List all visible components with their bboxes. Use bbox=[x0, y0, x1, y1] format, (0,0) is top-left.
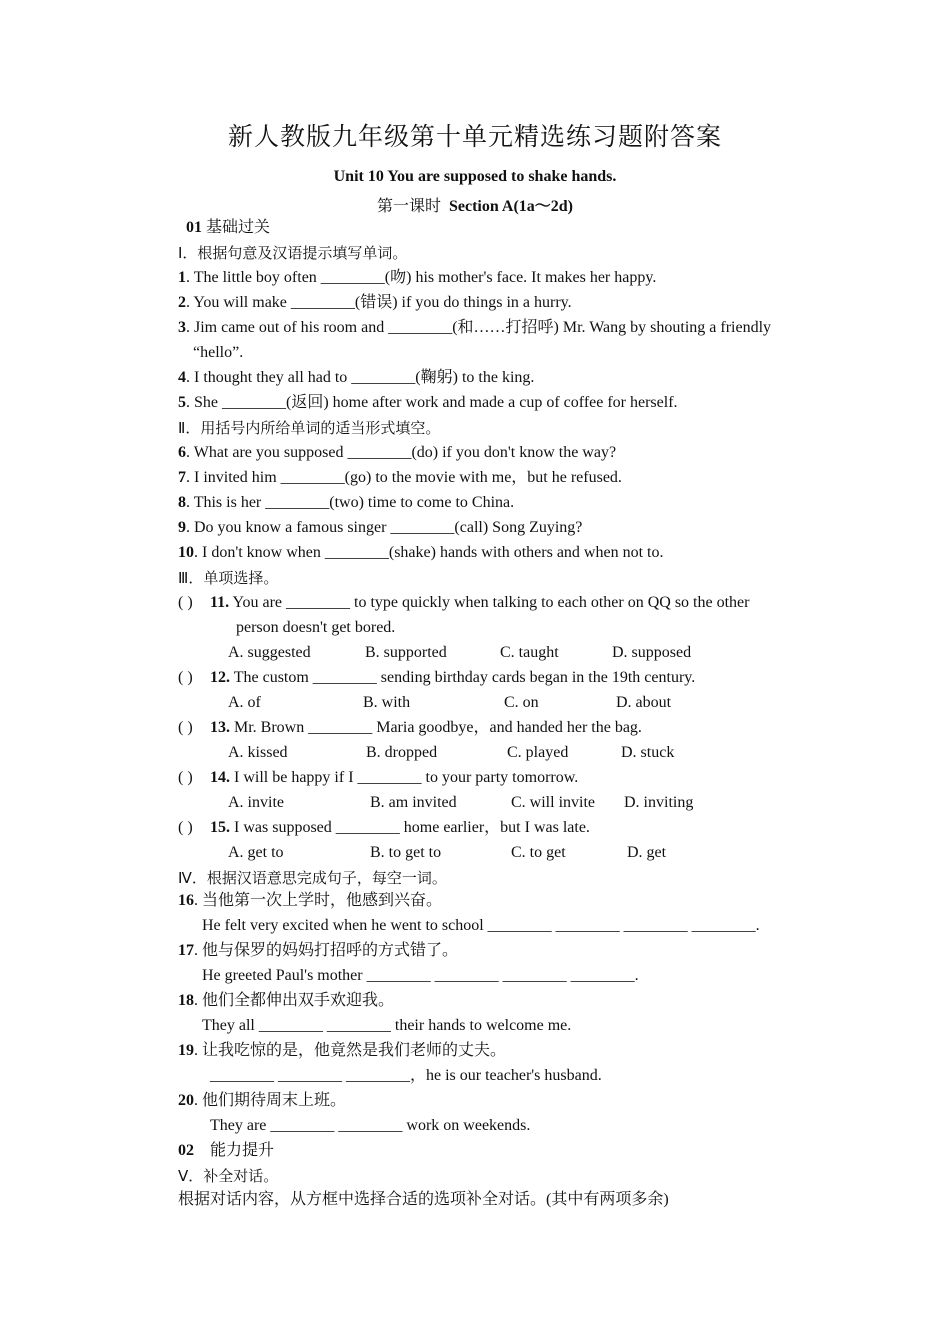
question-number: 13. bbox=[210, 719, 230, 736]
question-number: 16 bbox=[178, 892, 194, 909]
question-number: 5 bbox=[178, 394, 186, 411]
question-9 bbox=[178, 518, 582, 538]
option-b: B. am invited bbox=[370, 794, 457, 811]
option-c: C. will invite bbox=[511, 794, 595, 811]
option-d: D. about bbox=[616, 694, 672, 711]
answer-bracket: ( ) bbox=[178, 819, 193, 836]
part2-num: 02 bbox=[178, 1142, 194, 1159]
option-c: C. played bbox=[507, 744, 569, 761]
question-2 bbox=[178, 293, 572, 313]
option-a: A. suggested bbox=[228, 644, 311, 661]
part1-num: 01 bbox=[186, 219, 202, 236]
option-d: D. stuck bbox=[621, 744, 675, 761]
question-text: . 他与保罗的妈妈打招呼的方式错了。 bbox=[194, 942, 459, 959]
section-1-heading: Ⅰ．根据句意及汉语提示填写单词。 bbox=[178, 244, 408, 262]
question-number: 18 bbox=[178, 992, 194, 1009]
question-15 bbox=[178, 818, 590, 838]
question-number: 12. bbox=[210, 669, 230, 686]
question-number: 3 bbox=[178, 319, 186, 336]
page-title: 新人教版九年级第十单元精选练习题附答案 bbox=[227, 124, 722, 151]
question-text: . What are you supposed ________(do) if you don't know the way? bbox=[186, 444, 617, 461]
question-text: I was supposed ________ home earlier，but I was late. bbox=[230, 819, 590, 836]
question-4 bbox=[178, 368, 534, 388]
section-4-heading: Ⅳ．根据汉语意思完成句子，每空一词。 bbox=[178, 869, 447, 887]
question-text: . 当他第一次上学时，他感到兴奋。 bbox=[194, 892, 443, 909]
question-number: 4 bbox=[178, 369, 186, 386]
question-6 bbox=[178, 443, 616, 463]
part1-heading bbox=[186, 218, 270, 238]
question-text: I will be happy if I ________ to your party tomorrow. bbox=[230, 769, 579, 786]
question-text: . I invited him ________(go) to the movie with me，but he refused. bbox=[186, 469, 622, 486]
question-number: 17 bbox=[178, 942, 194, 959]
section-3-heading: Ⅲ．单项选择。 bbox=[178, 569, 279, 587]
question-number: 20 bbox=[178, 1092, 194, 1109]
answer-bracket: ( ) bbox=[178, 594, 193, 611]
question-number: 14. bbox=[210, 769, 230, 786]
question-text: You are ________ to type quickly when talking to each other on QQ so the other bbox=[229, 594, 750, 611]
answer-bracket: ( ) bbox=[178, 669, 193, 686]
question-19-chinese bbox=[178, 1041, 506, 1061]
question-10 bbox=[178, 543, 663, 563]
question-number: 11. bbox=[210, 594, 230, 611]
question-17-chinese bbox=[178, 941, 458, 961]
question-number: 10 bbox=[178, 544, 194, 561]
question-text: . 让我吃惊的是，他竟然是我们老师的丈夫。 bbox=[194, 1042, 507, 1059]
question-16-english: He felt very excited when he went to school ________ ________ ________ ________. bbox=[202, 917, 760, 934]
option-a: A. get to bbox=[228, 844, 284, 861]
option-d: D. inviting bbox=[624, 794, 694, 811]
question-number: 2 bbox=[178, 294, 186, 311]
question-text: . This is her ________(two) time to come to China. bbox=[186, 494, 515, 511]
question-13 bbox=[178, 718, 642, 738]
question-text: . I thought they all had to ________(鞠躬) to the king. bbox=[186, 369, 535, 386]
option-b: B. with bbox=[363, 694, 411, 711]
option-b: B. supported bbox=[365, 644, 447, 661]
question-text: . She ________(返回) home after work and made a cup of coffee for herself. bbox=[186, 394, 678, 411]
question-text: . 他们全都伸出双手欢迎我。 bbox=[194, 992, 395, 1009]
question-number: 9 bbox=[178, 519, 186, 536]
lesson-section: Section A(1a～2d) bbox=[449, 198, 574, 215]
question-number: 15. bbox=[210, 819, 230, 836]
question-text: Mr. Brown ________ Maria goodbye，and handed her the bag. bbox=[230, 719, 642, 736]
question-text: . You will make ________(错误) if you do things in a hurry. bbox=[186, 294, 572, 311]
lesson-prefix: 第一课时 bbox=[376, 198, 441, 215]
question-20-english: They are ________ ________ work on weekends. bbox=[210, 1117, 531, 1134]
option-a: A. of bbox=[228, 694, 261, 711]
question-3 bbox=[178, 318, 771, 338]
option-d: D. supposed bbox=[612, 644, 692, 661]
question-11-continued: person doesn't get bored. bbox=[236, 619, 396, 636]
question-text: . I don't know when ________(shake) hands with others and when not to. bbox=[194, 544, 664, 561]
part1-label: 基础过关 bbox=[206, 219, 271, 236]
dialogue-instruction: 根据对话内容，从方框中选择合适的选项补全对话。(其中有两项多余) bbox=[178, 1191, 669, 1208]
unit-title: Unit 10 You are supposed to shake hands. bbox=[333, 168, 617, 185]
option-d: D. get bbox=[627, 844, 667, 861]
question-number: 19 bbox=[178, 1042, 194, 1059]
question-number: 8 bbox=[178, 494, 186, 511]
question-number: 1 bbox=[178, 269, 186, 286]
question-text: . Do you know a famous singer ________(call) Song Zuying? bbox=[186, 519, 583, 536]
question-5 bbox=[178, 393, 678, 413]
question-1 bbox=[178, 268, 656, 288]
question-text: The custom ________ sending birthday cards began in the 19th century. bbox=[230, 669, 696, 686]
option-c: C. taught bbox=[500, 644, 559, 661]
question-18-english: They all ________ ________ their hands to welcome me. bbox=[202, 1017, 572, 1034]
question-number: 6 bbox=[178, 444, 186, 461]
option-b: B. dropped bbox=[366, 744, 438, 761]
question-12 bbox=[178, 668, 695, 688]
question-text: . The little boy often ________(吻) his mother's face. It makes her happy. bbox=[186, 269, 657, 286]
question-7 bbox=[178, 468, 622, 488]
lesson-heading bbox=[0, 193, 950, 216]
question-text: . 他们期待周末上班。 bbox=[194, 1092, 347, 1109]
question-number: 7 bbox=[178, 469, 186, 486]
question-text: . Jim came out of his room and ________(和……打招呼) Mr. Wang by shouting a friendly bbox=[186, 319, 772, 336]
section-5-heading: Ⅴ．补全对话。 bbox=[178, 1167, 279, 1185]
question-16-chinese bbox=[178, 891, 442, 911]
option-c: C. on bbox=[504, 694, 539, 711]
answer-bracket: ( ) bbox=[178, 769, 193, 786]
question-17-english: He greeted Paul's mother ________ ________ ________ ________. bbox=[202, 967, 639, 984]
part2-label: 能力提升 bbox=[210, 1142, 275, 1159]
question-18-chinese bbox=[178, 991, 394, 1011]
question-20-chinese bbox=[178, 1091, 346, 1111]
question-8 bbox=[178, 493, 514, 513]
question-19-english: ________ ________ ________，he is our teacher's husband. bbox=[210, 1067, 602, 1084]
option-b: B. to get to bbox=[370, 844, 442, 861]
part2-heading bbox=[178, 1141, 274, 1161]
option-a: A. invite bbox=[228, 794, 284, 811]
option-a: A. kissed bbox=[228, 744, 288, 761]
answer-bracket: ( ) bbox=[178, 719, 193, 736]
question-3-continued: “hello”. bbox=[193, 344, 244, 361]
section-2-heading: Ⅱ．用括号内所给单词的适当形式填空。 bbox=[178, 419, 441, 437]
question-11 bbox=[178, 593, 749, 613]
question-14 bbox=[178, 768, 578, 788]
option-c: C. to get bbox=[511, 844, 566, 861]
